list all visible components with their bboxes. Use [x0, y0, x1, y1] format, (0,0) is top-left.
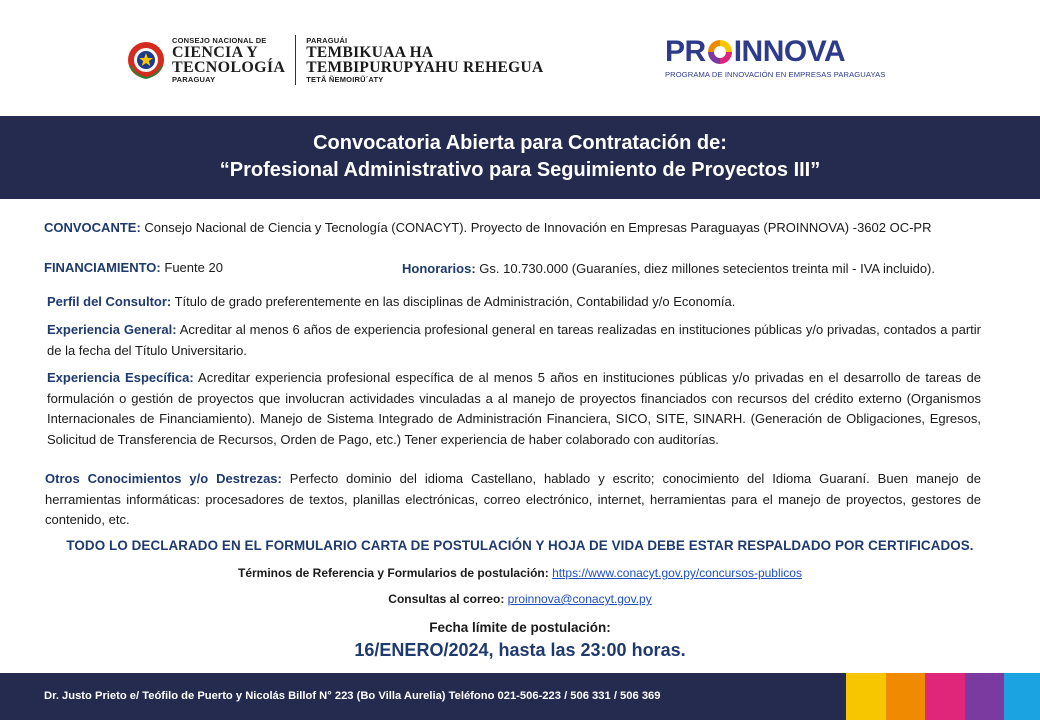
- footer-color-stripes: [846, 673, 1040, 720]
- otros-label: Otros Conocimientos y/o Destrezas:: [45, 471, 282, 486]
- exp-especifica-row: [47, 368, 981, 450]
- guarani-line1: PARAGUÁI: [306, 36, 348, 45]
- deadline-label: Fecha límite de postulación:: [429, 620, 611, 635]
- guarani-line2: TEMBIKUAA HA: [306, 44, 434, 61]
- terminos-link[interactable]: https://www.conacyt.gov.py/concursos-publicos: [552, 566, 802, 580]
- stripe-orange: [886, 673, 926, 720]
- stripe-blue: [1004, 673, 1040, 720]
- perfil-row: [47, 292, 987, 313]
- proinnova-word-end: INNOVA: [733, 35, 846, 68]
- honorarios-label: Honorarios:: [402, 261, 476, 276]
- conacyt-logo: [126, 30, 544, 90]
- footer-bar: [0, 673, 1040, 720]
- conacyt-line2: CIENCIA Y: [172, 44, 259, 61]
- honorarios-text: Gs. 10.730.000 (Guaraníes, diez millones setecientos treinta mil - IVA incluido).: [475, 261, 935, 276]
- perfil-label: Perfil del Consultor:: [47, 294, 172, 309]
- footer-address: Dr. Justo Prieto e/ Teófilo de Puerto y Nicolás Billof N° 223 (Bo Villa Aurelia) Teléfono 021-506-223 / 506 331 / 506 369: [44, 690, 661, 702]
- guarani-line4: TETÃ ÑEMOIRŨ´ATY: [306, 75, 384, 84]
- convocante-text: Consejo Nacional de Ciencia y Tecnología (CONACYT). Proyecto de Innovación en Empresas Paraguayas (PROINNOVA) -3602 OC-PR: [140, 220, 932, 235]
- exp-general-text: Acreditar al menos 6 años de experiencia profesional general en tareas realizadas en instituciones públicas y/o privadas, contados a partir de la fecha del Título Universitario.: [47, 322, 982, 358]
- stripe-purple: [965, 673, 1005, 720]
- financiamiento-label: FINANCIAMIENTO:: [44, 260, 161, 275]
- convocante-label: CONVOCANTE:: [44, 220, 141, 235]
- financiamiento-text: Fuente 20: [160, 260, 223, 275]
- deadline-date: 16/ENERO/2024, hasta las 23:00 horas.: [354, 640, 686, 660]
- perfil-text: Título de grado preferentemente en las disciplinas de Administración, Contabilidad y/o Economía.: [171, 294, 736, 309]
- consultas-label: Consultas al correo:: [388, 592, 505, 606]
- title-band: [0, 116, 1040, 199]
- exp-especifica-text: Acreditar experiencia profesional específica de al menos 5 años en instituciones públicas y/o privadas en el desarrollo de tareas de formulación o gestión de proyectos que involucran actividades vinculadas a al manejo de proyectos financiados con recursos del crédito externo (Organismos Internacionales de Financiamiento). Manejo de Sistema Integrado de Administración Financiera, SICO, SITE, SINARH. (Generación de Obligaciones, Egresos, Solicitud de Transferencia de Recursos, Orden de Pago, etc.) Tener experiencia de haber colaborado con auditorías.: [47, 370, 981, 447]
- title-line2: “Profesional Administrativo para Seguimiento de Proyectos III”: [219, 159, 821, 181]
- consultas-row: [0, 592, 1040, 606]
- proinnova-subtitle: PROGRAMA DE INNOVACIÓN EN EMPRESAS PARAGUAYAS: [665, 70, 886, 79]
- terminos-label: Términos de Referencia y Formularios de postulación:: [238, 566, 549, 580]
- certificados-warning: TODO LO DECLARADO EN EL FORMULARIO CARTA DE POSTULACIÓN Y HOJA DE VIDA DEBE ESTAR RESPALDADO POR CERTIFICADOS.: [66, 538, 974, 553]
- consultas-email-link[interactable]: proinnova@conacyt.gov.py: [507, 592, 652, 606]
- proinnova-word-start: PR: [665, 35, 706, 68]
- conacyt-line3: TECNOLOGÍA: [172, 59, 286, 76]
- paraguay-seal-icon: [126, 40, 166, 80]
- logo-divider: [295, 35, 296, 85]
- exp-general-row: [47, 320, 981, 361]
- conacyt-line1: CONSEJO NACIONAL DE: [172, 36, 267, 45]
- proinnova-logo: [665, 36, 885, 79]
- conacyt-line4: PARAGUAY: [172, 75, 216, 84]
- otros-row: [45, 469, 981, 531]
- financiamiento-row: [44, 258, 384, 279]
- otros-text: Perfecto dominio del idioma Castellano, hablado y escrito; conocimiento del Idioma Guaraní. Buen manejo de herramientas informáticas: procesadores de textos, planillas electrónicas, correo electrónico, internet, herramientas para el manejo de proyectos, gestores de contenido, etc.: [45, 471, 981, 527]
- stripe-pink: [925, 673, 965, 720]
- title-line1: Convocatoria Abierta para Contratación de:: [313, 132, 727, 154]
- terminos-row: [0, 566, 1040, 580]
- exp-general-label: Experiencia General:: [47, 322, 177, 337]
- convocante-row: [44, 218, 1004, 239]
- honorarios-row: [402, 259, 1022, 280]
- stripe-yellow: [846, 673, 886, 720]
- guarani-line3: TEMBIPURUPYAHU REHEGUA: [306, 59, 544, 76]
- exp-especifica-label: Experiencia Específica:: [47, 370, 194, 385]
- proinnova-colorful-o-icon: [707, 39, 733, 65]
